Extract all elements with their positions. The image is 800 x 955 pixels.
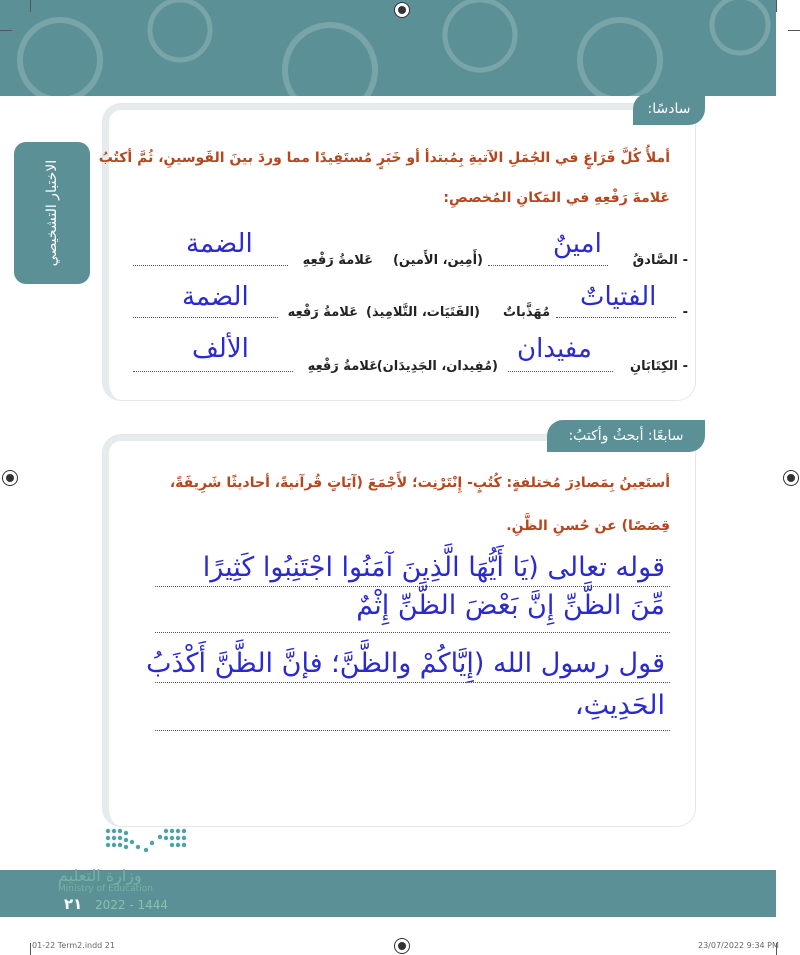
blank-line (556, 317, 676, 318)
research-answer-line4: الحَدِيثِ، (574, 690, 665, 721)
ministry-name-english: Ministry of Education (58, 884, 153, 894)
calligraphy-pattern (0, 0, 776, 96)
side-tab-label: الاختبار التشخيصي (44, 159, 60, 267)
registration-mark-bottom (394, 938, 410, 954)
crop-mark (30, 943, 31, 955)
crop-mark (0, 30, 12, 31)
row-subject: مُهَذَّباتٌ (503, 305, 550, 320)
writing-line (155, 730, 670, 731)
footer-timestamp: 23/07/2022 9:34 PM (698, 941, 779, 950)
research-answer-line3: قول رسول الله (إِيَّاكُمْ والظَّنَّ؛ فإنَّ الظَّنَّ أَكْذَبُ (146, 648, 665, 679)
research-answer-line2: مِّنَ الظَّنِّ إِنَّ بَعْضَ الظَّنِّ إِثْمٌ (356, 590, 665, 621)
section7-tab: سابعًا: أبحثُ وأكتبُ: (547, 420, 705, 452)
row-mark-label: عَلامةُ رَفْعِهِ (302, 253, 373, 268)
section6-instruction-line1: أملأُ كُلَّ فَرَاغٍ في الجُمَلِ الآتيةِ بِمُبتدأ أو خَبَرٍ مُستَفِيدًا مما وردَ بينَ القَوسينِ، ثُمَّ أكتُبُ (98, 150, 670, 166)
section6-tab: سادسًا: (633, 93, 705, 125)
row-mark-label: عَلامةُ رَفْعِهِ (307, 359, 378, 374)
row-subject: الصَّادقُ (632, 253, 678, 268)
footer-file: 01-22 Term2.indd 21 (32, 941, 115, 950)
crop-mark (776, 0, 777, 12)
blank-line (508, 371, 613, 372)
blank-line (133, 317, 278, 318)
answer-word-2: الفتياتٌ (580, 282, 657, 312)
ministry-name-arabic: وزارة التعليم (58, 866, 142, 885)
section7-card (103, 435, 695, 826)
row-mark-label: عَلامةُ رَفْعِه (287, 305, 358, 320)
writing-line (155, 586, 670, 587)
crop-mark (788, 30, 800, 31)
top-banner (0, 0, 776, 96)
crop-mark (30, 0, 31, 12)
writing-line (155, 632, 670, 633)
row-dash: - (682, 305, 688, 320)
row-subject: الكِتَابَانِ (630, 359, 678, 374)
row-options: (مُفِيدان، الجَدِيدَان) (376, 359, 498, 374)
blank-line (133, 265, 288, 266)
ministry-logo-icon (102, 825, 197, 865)
section7-instruction-line2: قِصَصًا) عن حُسنِ الظَّنِ. (506, 518, 670, 534)
row-dash: - (682, 253, 688, 268)
registration-mark-top (394, 2, 410, 18)
answer-mark-2: الضمة (182, 282, 249, 312)
bottom-strip (150, 905, 776, 917)
ministry-year: 2022 - 1444 (95, 898, 169, 912)
answer-word-3: مفيدان (517, 334, 592, 364)
registration-mark-right (783, 470, 799, 486)
blank-line (133, 371, 293, 372)
writing-line (155, 682, 670, 683)
research-answer-line1: قوله تعالى (يَا أَيُّهَا الَّذِينَ آمَنُوا اجْتَنِبُوا كَثِيرًا (202, 552, 665, 583)
blank-line (488, 265, 608, 266)
page-number: ٢١ (64, 895, 83, 913)
answer-mark-3: الألف (192, 334, 249, 364)
row-dash: - (682, 359, 688, 374)
section6-instruction-line2: عَلامةَ رَفْعِهِ في المَكانِ المُخصصِ: (443, 190, 670, 206)
answer-word-1: امينٌ (553, 229, 602, 259)
answer-mark-1: الضمة (186, 229, 253, 259)
registration-mark-left (2, 470, 18, 486)
section7-instruction-line1: أستَعِينُ بِمَصادِرَ مُختلفةٍ: كُتُبٍ- إِنْتَرْنِت؛ لأَجْمَعَ (آيَاتٍ قُرآنيةً، أحاديثًا شَرِيفَةً، (169, 475, 670, 491)
side-tab (14, 142, 90, 284)
row-options: (أَمِين، الأَمين) (392, 253, 483, 268)
row-options: (الفَتَيَات، التَّلامِيذ) (366, 305, 480, 320)
